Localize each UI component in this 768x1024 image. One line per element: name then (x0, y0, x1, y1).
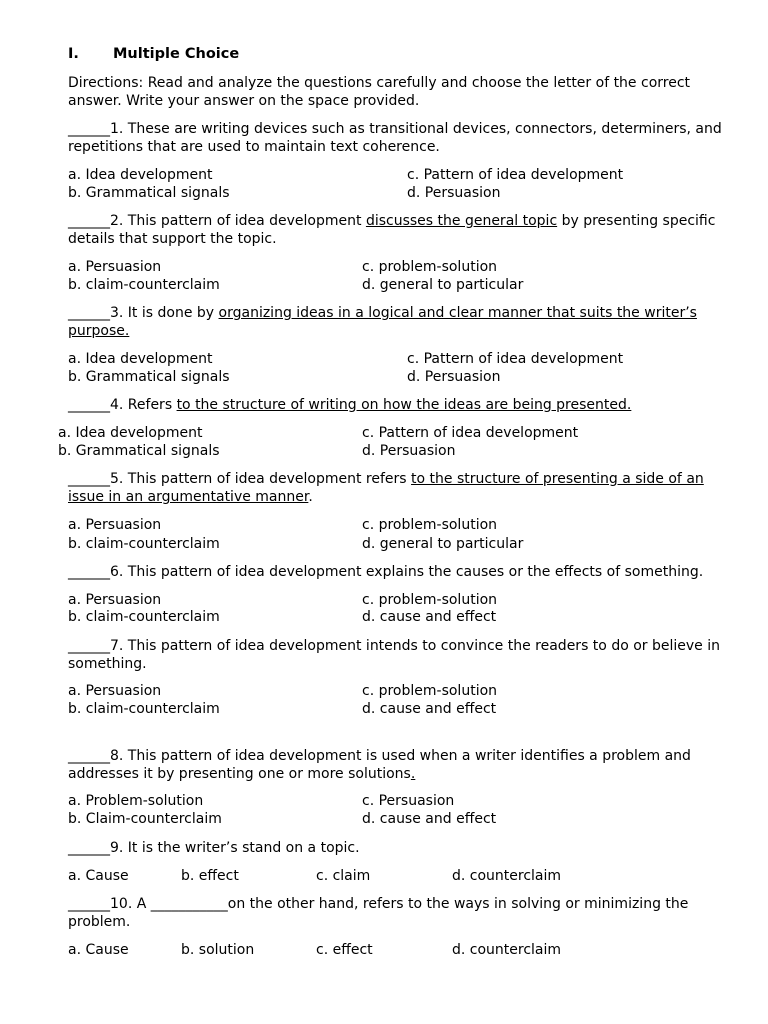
q4-option-a: a. Idea development (58, 425, 203, 441)
answer-blank[interactable]: ______ (68, 638, 110, 654)
q9-option-a: a. Cause (68, 868, 129, 884)
directions-line-2: answer. Write your answer on the space provided. (68, 93, 420, 109)
question-5-period: . (308, 489, 313, 505)
q7-option-c: c. problem-solution (362, 683, 498, 699)
answer-blank[interactable]: ______ (68, 748, 110, 764)
q3-option-d: d. Persuasion (407, 369, 501, 385)
question-2 (68, 212, 715, 230)
q5-option-a: a. Persuasion (68, 517, 162, 533)
q6-option-c: c. problem-solution (362, 592, 498, 608)
question-5-line-2 (68, 488, 313, 506)
question-6-text: 6. This pattern of idea development explains the causes or the effects of something. (110, 564, 704, 580)
q3-option-a: a. Idea development (68, 351, 213, 367)
q1-option-c: c. Pattern of idea development (407, 167, 624, 183)
question-1-text: 1. These are writing devices such as transitional devices, connectors, determiners, and (110, 121, 722, 137)
answer-blank[interactable]: ______ (68, 471, 110, 487)
q10-option-d: d. counterclaim (452, 942, 562, 958)
question-7-text: 7. This pattern of idea development intends to convince the readers to do or believe in (110, 638, 720, 654)
answer-blank[interactable]: ______ (68, 397, 110, 413)
q1-option-a: a. Idea development (68, 167, 213, 183)
q2-option-d: d. general to particular (362, 277, 524, 293)
q9-option-c: c. claim (316, 868, 371, 884)
question-4-text: 4. Refers (110, 397, 177, 413)
answer-blank[interactable]: ______ (68, 564, 110, 580)
q9-option-b: b. effect (181, 868, 239, 884)
q3-option-b: b. Grammatical signals (68, 369, 230, 385)
q10-option-b: b. solution (181, 942, 255, 958)
question-8-text: 8. This pattern of idea development is used when a writer identifies a problem and (110, 748, 691, 764)
q5-option-c: c. problem-solution (362, 517, 498, 533)
answer-blank[interactable]: ______ (68, 840, 110, 856)
question-3-line-2: purpose. (68, 323, 130, 339)
q4-option-c: c. Pattern of idea development (362, 425, 579, 441)
q1-option-b: b. Grammatical signals (68, 185, 230, 201)
question-9 (68, 839, 360, 857)
q7-option-a: a. Persuasion (68, 683, 162, 699)
q2-option-a: a. Persuasion (68, 259, 162, 275)
question-10-fill-blank[interactable]: ___________ (150, 896, 228, 912)
q2-option-b: b. claim-counterclaim (68, 277, 220, 293)
question-8 (68, 747, 691, 765)
q7-option-d: d. cause and effect (362, 701, 497, 717)
q5-option-b: b. claim-counterclaim (68, 536, 220, 552)
question-5-text: 5. This pattern of idea development refers (110, 471, 412, 487)
q6-option-d: d. cause and effect (362, 609, 497, 625)
question-8-text-2: addresses it by presenting one or more solutions (68, 766, 411, 782)
q4-option-b: b. Grammatical signals (58, 443, 220, 459)
question-10-text: 10. A (110, 896, 151, 912)
answer-blank[interactable]: ______ (68, 121, 110, 137)
question-10-line-2: problem. (68, 914, 131, 930)
question-10-text-end: on the other hand, refers to the ways in solving or minimizing the (227, 896, 689, 912)
q8-option-c: c. Persuasion (362, 793, 455, 809)
q8-option-d: d. cause and effect (362, 811, 497, 827)
question-5-underlined-2: issue in an argumentative manner (68, 489, 309, 505)
q9-option-d: d. counterclaim (452, 868, 562, 884)
question-3-text: 3. It is done by (110, 305, 219, 321)
q2-option-c: c. problem-solution (362, 259, 498, 275)
q8-option-a: a. Problem-solution (68, 793, 204, 809)
question-7-line-2: something. (68, 656, 147, 672)
answer-blank[interactable]: ______ (68, 213, 110, 229)
question-2-line-2: details that support the topic. (68, 231, 277, 247)
question-5-underlined: to the structure of presenting a side of an (411, 471, 704, 487)
question-9-text: 9. It is the writer’s stand on a topic. (110, 840, 360, 856)
answer-blank[interactable]: ______ (68, 305, 110, 321)
question-8-period: . (410, 766, 416, 782)
q10-option-c: c. effect (316, 942, 373, 958)
q6-option-a: a. Persuasion (68, 592, 162, 608)
q6-option-b: b. claim-counterclaim (68, 609, 220, 625)
question-4-underlined: to the structure of writing on how the ideas are being presented. (176, 397, 632, 413)
q4-option-d: d. Persuasion (362, 443, 456, 459)
question-8-line-2 (68, 765, 415, 783)
question-2-underlined: discusses the general topic (365, 213, 558, 229)
section-numeral: I. (68, 46, 79, 62)
q1-option-d: d. Persuasion (407, 185, 501, 201)
question-1-line-2: repetitions that are used to maintain text coherence. (68, 139, 440, 155)
q5-option-d: d. general to particular (362, 536, 524, 552)
question-6 (68, 563, 703, 581)
q7-option-b: b. claim-counterclaim (68, 701, 220, 717)
question-4 (68, 396, 631, 414)
q3-option-c: c. Pattern of idea development (407, 351, 624, 367)
q10-option-a: a. Cause (68, 942, 129, 958)
question-7 (68, 637, 720, 655)
question-2-text: 2. This pattern of idea development (110, 213, 366, 229)
answer-blank[interactable]: ______ (68, 896, 110, 912)
question-10 (68, 895, 688, 913)
directions-line-1: Directions: Read and analyze the questions carefully and choose the letter of the correct (68, 75, 691, 91)
q8-option-b: b. Claim-counterclaim (68, 811, 222, 827)
question-1 (68, 120, 722, 138)
question-3-underlined: organizing ideas in a logical and clear manner that suits the writer’s (218, 305, 697, 321)
question-3 (68, 304, 697, 322)
question-2-text-end: by presenting specific (557, 213, 716, 229)
question-5 (68, 470, 704, 488)
section-title: Multiple Choice (113, 46, 240, 62)
